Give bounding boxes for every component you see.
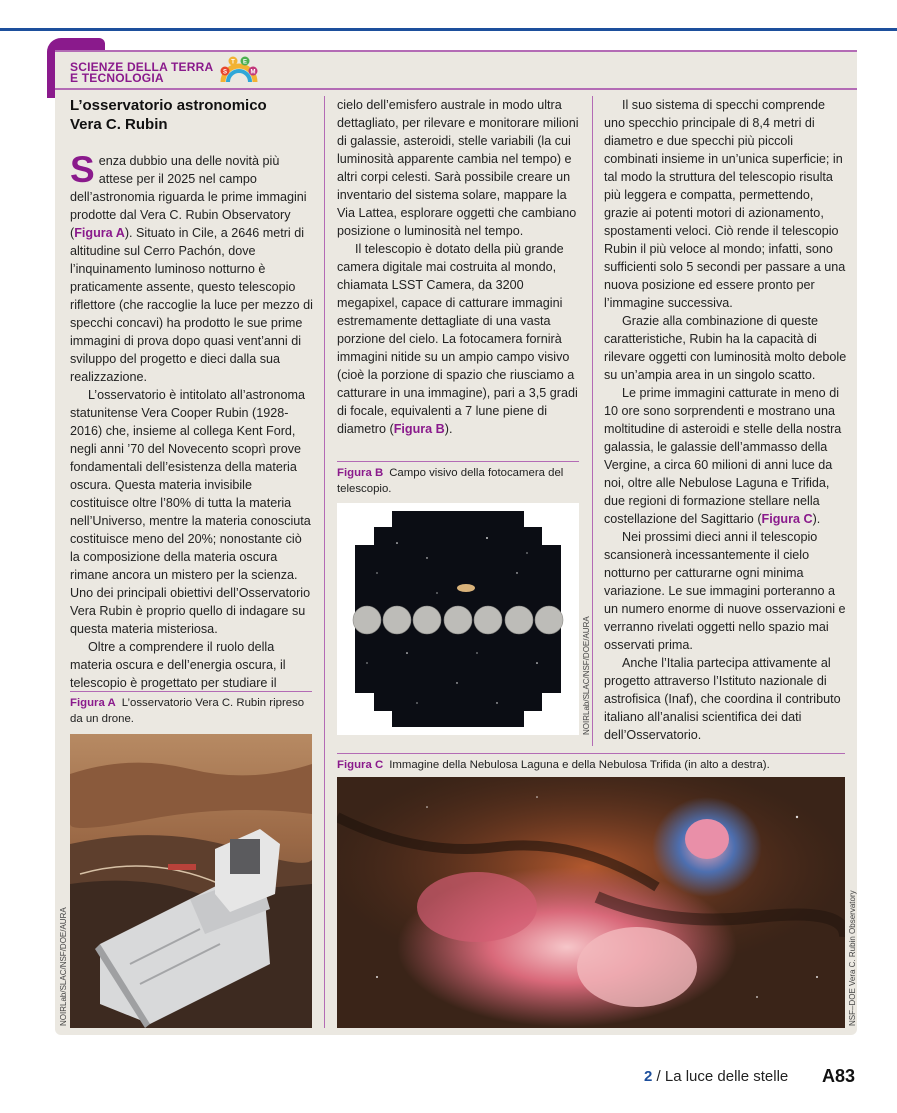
figure-a-caption-text: L’osservatorio Vera C. Rubin ripreso da un drone. [70, 697, 305, 725]
paragraph-5-text-a: Il telescopio è dotato della più grande camera digitale mai costruita al mondo, chiamata LSST Camera, da 3200 megapixel, capace di catturare immagini estremamente dettagliate di una vasta porzione del cielo. La fotocamera fornirà immagini nitide su un ampio campo visivo (cioè la porzione di spazio che riusciamo a catturare in una immagine), pari a 3,5 gradi di focale, equivalenti a 7 lune piene di diametro ( [337, 242, 578, 436]
paragraph-8-text-b: ). [812, 512, 821, 526]
figure-c-ref[interactable]: Figura C [761, 512, 813, 526]
figure-c-caption-text: Immagine della Nebulosa Laguna e della Nebulosa Trifida (in alto a destra). [389, 759, 770, 771]
badge-letter-m: M [250, 69, 256, 76]
paragraph-1-text-a: enza dubbio una delle novità più attese per il 2025 nel campo dell’astronomia riguarda le prime immagini prodotte dal Vera C. Rubin Observatory ( [70, 154, 307, 240]
paragraph-6: Il suo sistema di specchi comprende uno specchio principale di 8,4 metri di diametro e due specchi più piccoli combinati insieme in un’unica superficie; in tal modo la struttura del telescopio risulta più leggera e compatta, permettendo, grazie ai potenti motori di azionamento, spostamenti veloci. Ciò rende il telescopio Rubin il più veloce al mondo; infatti, sono sufficienti solo 5 secondi per passare a una nuova posizione ed essere pronto per l’immagine successiva. [604, 98, 846, 310]
figure-b-caption-rule [337, 461, 579, 462]
badge-letter-e: E [242, 59, 248, 66]
section-label-line2: E TECNOLOGIA [70, 71, 164, 85]
paragraph-8 [604, 384, 847, 528]
article-title-line1: L’osservatorio astronomico [70, 97, 267, 114]
figure-a-caption [70, 695, 312, 727]
chapter-footer [644, 1068, 788, 1085]
figure-b-caption [337, 465, 579, 497]
paragraph-1-text-b: ). Situato in Cile, a 2646 metri di altitudine sul Cerro Pachón, dove l’inquinamento luminoso notturno è praticamente assente, questo telescopio riflettore (che raccoglie la luce per mezzo di specchi concavi) ha prodotto le sue prime immagini di prova dopo quasi vent’anni di sviluppo del progetto e dieci dalla sua realizzazione. [70, 226, 313, 384]
paragraph-3: Oltre a comprendere il ruolo della materia oscura e dell’energia oscura, il telescopio è progettato per studiare il [70, 640, 286, 690]
stem-badge-icon [219, 56, 259, 84]
figure-b-credit: NOIRLab/SLAC/NSF/DOE/AURA [582, 616, 591, 735]
figure-b-label: Figura B [337, 467, 384, 479]
paragraph-8-text-a: Le prime immagini catturate in meno di 10 ore sono sorprendenti e mostrano una moltitudine di asteroidi e stelle della nostra galassia, le galassie dell’ammasso della Vergine, a circa 60 milioni di anni luce da noi, oltre alle Nebulose Laguna e Trifida, due regioni di formazione stellare nella costellazione del Sagittario ( [604, 386, 842, 526]
column-1 [70, 96, 314, 692]
figure-a-label: Figura A [70, 697, 116, 709]
paragraph-10: Anche l’Italia partecipa attivamente al progetto attraverso l’Istituto nazionale di astrofisica (Inaf), che coordina il contributo italiano all’analisi scientifica dei dati dell’Osservatorio. [604, 656, 841, 742]
figure-b-image [337, 503, 579, 735]
galaxy [457, 584, 475, 592]
figure-b-ref[interactable]: Figura B [393, 422, 445, 436]
paragraph-5-text-b: ). [444, 422, 453, 436]
chapter-number: 2 [644, 1068, 653, 1085]
figure-c-nebula-photo [337, 777, 845, 1028]
paragraph-7: Grazie alla combinazione di queste caratteristiche, Rubin ha la capacità di rilevare oggetti con luminosità molto debole su un’ampia area in un singolo scatto. [604, 314, 847, 382]
section-label [70, 62, 213, 84]
column-rule-1 [324, 96, 325, 1028]
chapter-title: / La luce delle stelle [656, 1068, 789, 1085]
figure-c-label: Figura C [337, 759, 384, 771]
paragraph-5 [337, 240, 579, 438]
article-title-line2: Vera C. Rubin [70, 116, 168, 133]
paragraph-9: Nei prossimi dieci anni il telescopio scansionerà incessantemente il cielo notturno per catturarne ogni minima variazione. Le sue immagini porteranno a un numero enorme di nuove osservazioni e verranno rivelati oggetti nello spazio mai osservati prima. [604, 530, 846, 652]
figure-c-caption [337, 757, 845, 773]
section-label-line1: SCIENZE DELLA TERRA [70, 60, 214, 74]
badge-letter-t: T [231, 59, 235, 66]
page-number: A83 [822, 1066, 856, 1086]
figure-c-caption-rule [337, 753, 845, 754]
article-title [70, 96, 314, 134]
figure-a-observatory-photo [70, 734, 312, 1028]
badge-letter-s: S [222, 69, 228, 76]
drop-cap: S [70, 149, 95, 190]
paragraph-4: cielo dell’emisfero australe in modo ultra dettagliato, per rilevare e monitorare milioni di galassie, asteroidi, stelle variabili (la cui luminosità apparente cambia nel tempo) e altri corpi celesti. Sarà possibile creare un inventario del sistema solare, mappare la Via Lattea, esplorare oggetti che cambiano posizione o luminosità nel tempo. [337, 98, 579, 238]
column-rule-2 [592, 96, 593, 746]
figure-b-field-of-view [337, 503, 579, 735]
top-rule [0, 28, 897, 31]
figure-a-caption-rule [70, 691, 312, 692]
column-2 [337, 96, 579, 438]
figure-a-ref[interactable]: Figura A [74, 226, 125, 240]
figure-b-caption-text: Campo visivo della fotocamera del telescopio. [337, 467, 564, 495]
paragraph-1 [70, 149, 314, 386]
figure-c-credit: NSF–DOE Vera C. Rubin Observatory [848, 890, 857, 1026]
paragraph-2: L’osservatorio è intitolato all’astronoma statunitense Vera Cooper Rubin (1928-2016) che, insieme al collega Kent Ford, negli anni ’70 del Novecento scoprì prove fondamentali dell’esistenza della materia oscura. Questa materia invisibile costituisce oltre l’80% di tutta la materia nell’Universo, mentre la materia conosciuta costituisce meno del 20%; nonostante ciò la composizione della materia oscura rimane ancora un mistero per la scienza. Uno dei principali obiettivi dell’Osservatorio Vera Rubin è proprio quello di indagare su questa materia misteriosa. [70, 388, 311, 636]
column-3 [604, 96, 847, 744]
figure-a-credit: NOIRLab/SLAC/NSF/DOE/AURA [59, 907, 68, 1026]
